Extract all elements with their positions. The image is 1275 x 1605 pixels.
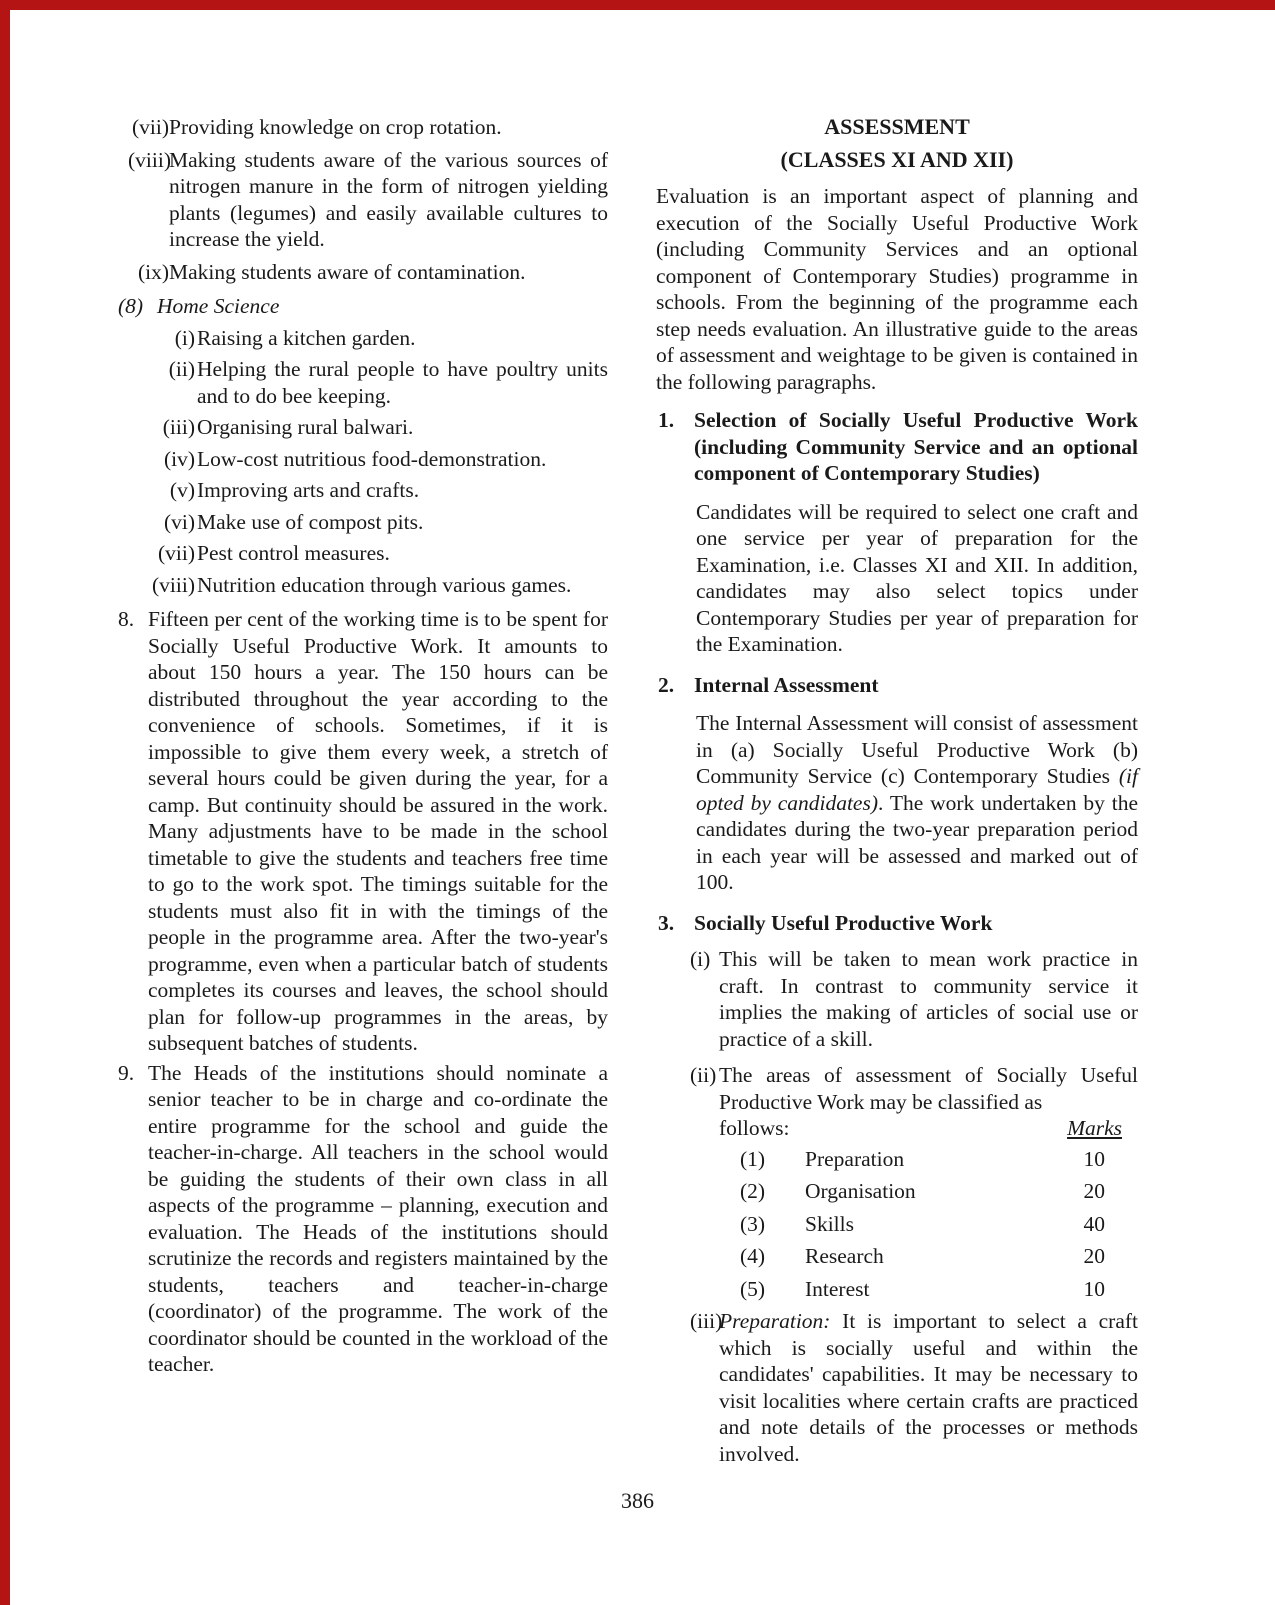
section-1-body: Candidates will be required to select one craft and one service per year of preparation for the Examination, i.e. Classes XI and XII. In addition, candidates may also select topics under Contemporary Studies per year of preparation for the Examination. [696, 499, 1138, 656]
list-item-text: This will be taken to mean work practice in craft. In contrast to community service it implies the making of articles of social use or practice of a skill. [719, 947, 1138, 1051]
marks-row-area: Research [805, 1244, 884, 1268]
column-right [656, 114, 1138, 1467]
classes-heading: (CLASSES XI AND XII) [780, 146, 1014, 172]
marks-row-value: 20 [1083, 1244, 1105, 1268]
follows-marks-row [719, 1115, 1138, 1142]
list-item [140, 477, 608, 504]
section-2-text-end: . The work undertaken by the candidates during the two-year preparation period in each year will be assessed and marked out of 100. [696, 790, 1138, 894]
section-number: 3. [658, 910, 675, 935]
list-item-label: (vi) [163, 509, 195, 534]
marks-row [740, 1243, 1138, 1270]
list-item-text: The areas of assessment of Socially Useful Productive Work may be classified as [719, 1063, 1138, 1114]
marks-row [740, 1178, 1138, 1205]
list-item-text: Improving arts and crafts. [197, 478, 420, 502]
list-item-label: (ii) [168, 357, 195, 381]
list-item-label: (iii) [162, 415, 195, 439]
marks-row [740, 1211, 1138, 1238]
home-science-list [140, 325, 608, 599]
follows-label: follows: [719, 1116, 790, 1140]
scan-edge-left [0, 0, 10, 1605]
list-item [140, 446, 608, 473]
list-item [128, 147, 608, 253]
marks-row-number: (3) [740, 1211, 766, 1236]
scan-edge-top [0, 0, 1275, 10]
list-item-label: (vii) [131, 115, 169, 139]
list-item-label: (i) [690, 947, 711, 971]
section-2-heading [656, 672, 1138, 699]
assessment-heading: ASSESSMENT [824, 114, 970, 139]
list-item-text: Nutrition education through various games. [197, 572, 572, 597]
agriculture-list [128, 114, 608, 285]
marks-row [740, 1146, 1138, 1173]
paragraph-number: 8. [118, 607, 135, 631]
marks-row-value: 20 [1083, 1179, 1105, 1203]
home-science-heading [118, 293, 608, 320]
section-title: Selection of Socially Useful Productive Work (including Community Service and an optional component of Contemporary Studies) [694, 408, 1138, 485]
section-title: Internal Assessment [694, 672, 879, 697]
list-item [140, 414, 608, 441]
list-item-label: (v) [169, 478, 195, 502]
list-item-text: Providing knowledge on crop rotation. [169, 115, 502, 139]
marks-row-number: (2) [740, 1179, 766, 1203]
marks-row-value: 10 [1083, 1276, 1105, 1301]
section-number: 2. [658, 672, 675, 697]
section-title: Socially Useful Productive Work [694, 910, 993, 935]
list-item-label: (viii) [128, 147, 171, 172]
list-item [140, 325, 608, 352]
section-2-italic: (if opted by candidates) [696, 764, 1138, 815]
list-item [140, 572, 608, 599]
marks-row-area: Skills [805, 1211, 854, 1236]
list-item-text: Make use of compost pits. [197, 509, 424, 534]
list-item [140, 509, 608, 536]
list-item [128, 114, 608, 141]
marks-row-number: (1) [740, 1146, 766, 1171]
list-item [140, 356, 608, 409]
list-item-text: Low-cost nutritious food-demonstration. [197, 446, 547, 471]
list-item [128, 259, 608, 286]
list-item-label: (viii) [152, 572, 195, 597]
list-item-label: (ix) [137, 259, 169, 284]
paragraph-number: 9. [118, 1060, 135, 1085]
list-item-text [719, 1308, 1138, 1467]
list-item-text: Organising rural balwari. [197, 415, 414, 439]
list-item-label: (i) [174, 325, 195, 350]
marks-table [740, 1146, 1138, 1303]
page-number: 386 [621, 1488, 654, 1513]
list-item-text: Pest control measures. [197, 541, 390, 565]
paragraph-text: Fifteen per cent of the working time is to be spent for Socially Useful Productive Work. It amounts to about 150 hours a year. The 150 hours can be distributed throughout the year according to the convenience of schools. Sometimes, if it is impossible to give them every week, a stretch of several hours could be given during the year, for a camp. But continuity should be assured in the work. Many adjustments have to be made in the school timetable to give the students and teachers free time to go to the work spot. The timings suitable for the students must also fit in with the timings of the people in the programme area. After the two-year's programme, even when a particular batch of students completes its courses and leaves, the school should plan for follow-up programmes in the areas, by subsequent batches of students. [148, 607, 608, 1055]
home-science-number: (8) [118, 294, 144, 318]
intro-paragraph: Evaluation is an important aspect of planning and execution of the Socially Useful Productive Work (including Community Services and an optional component of Contemporary Studies) programme in schools. From the beginning of the programme each step needs evaluation. An illustrative guide to the areas of assessment and weightage to be given is contained in the following paragraphs. [656, 184, 1138, 394]
list-item-label: (ii) [690, 1063, 717, 1087]
marks-row [740, 1276, 1138, 1303]
section-number: 1. [658, 408, 675, 432]
section-3-heading [656, 910, 1138, 937]
preparation-text: It is important to select a craft which is socially useful and within the candidates' capabilities. It may be necessary to visit localities where certain crafts are practiced and note details of the processes or methods involved. [719, 1309, 1138, 1466]
marks-row-area: Organisation [805, 1179, 916, 1203]
marks-row-number: (5) [740, 1276, 766, 1301]
section-1-heading [656, 407, 1138, 487]
list-item-i [690, 946, 1138, 1052]
preparation-lead-italic: Preparation: [719, 1309, 831, 1333]
list-item-text: Raising a kitchen garden. [197, 325, 416, 350]
list-item-text: Making students aware of the various sources of nitrogen manure in the form of nitrogen yielding plants (legumes) and easily available cultures to increase the yield. [169, 147, 608, 251]
list-item-text: Making students aware of contamination. [169, 259, 526, 284]
section-2-body [696, 710, 1138, 896]
paragraph-8 [118, 606, 608, 1057]
list-item-ii [690, 1062, 1138, 1115]
marks-row-area: Interest [805, 1276, 870, 1301]
list-item-label: (iv) [163, 446, 195, 471]
section-2-text: The Internal Assessment will consist of assessment in (a) Socially Useful Productive Work (b) Community Service (c) Contemporary Studies [696, 711, 1138, 788]
home-science-title: Home Science [157, 294, 280, 318]
paragraph-9 [118, 1060, 608, 1378]
list-item-iii [690, 1308, 1138, 1467]
list-item [140, 540, 608, 567]
marks-row-value: 10 [1083, 1146, 1105, 1171]
marks-row-number: (4) [740, 1244, 766, 1268]
list-item-text: Helping the rural people to have poultry units and to do bee keeping. [197, 357, 608, 408]
marks-row-value: 40 [1083, 1211, 1105, 1236]
list-item-label: (vii) [157, 541, 195, 565]
column-left [115, 114, 608, 1378]
marks-column-header: Marks [1067, 1116, 1122, 1140]
marks-row-area: Preparation [805, 1146, 905, 1171]
list-item-label: (iii) [690, 1309, 723, 1333]
paragraph-text: The Heads of the institutions should nominate a senior teacher to be in charge and co-ordinate the entire programme for the school and guide the teacher-in-charge. All teachers in the school would be guiding the students of their own class in all aspects of the programme – planning, execution and evaluation. The Heads of the institutions should scrutinize the records and registers maintained by the students, teachers and teacher-in-charge (coordinator) of the programme. The work of the coordinator should be counted in the workload of the teacher. [148, 1060, 608, 1376]
